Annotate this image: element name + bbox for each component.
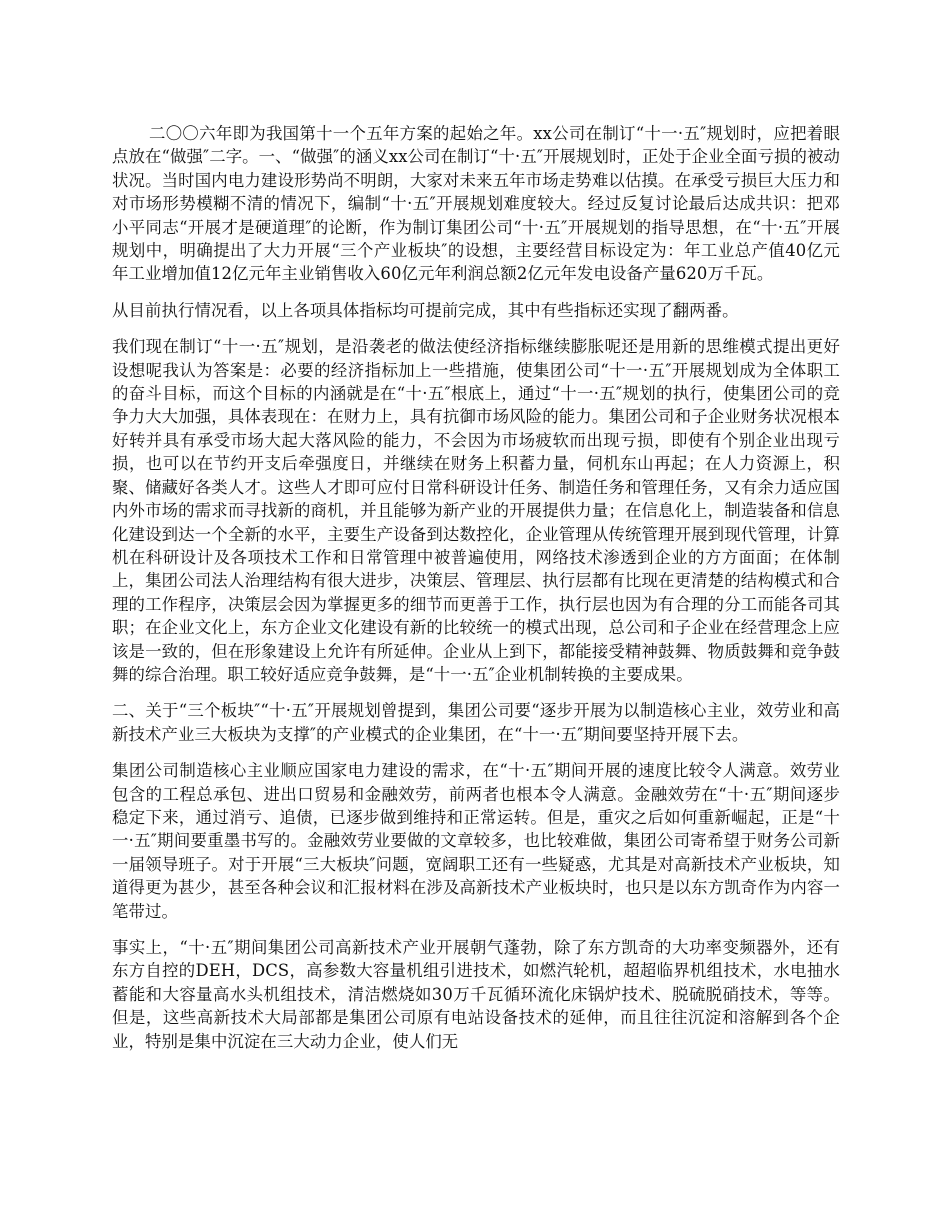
paragraph-core-business: 集团公司制造核心主业顺应国家电力建设的需求，在“十·五″期间开展的速度比较令人满意。效劳业包含的工程总承包、进出口贸易和金融效劳，前两者也根本令人满意。金融效劳在“十·五″期间逐步稳定下来，通过消亏、追债，已逐步做到维持和正常运转。但是，重灾之后如何重新崛起，正是“十一·五″期间要重墨书写的。金融效劳业要做的文章较多，也比较难做，集团公司寄希望于财务公司新一届领导班子。对于开展“三大板块″问题，宽阔职工还有一些疑惑，尤其是对高新技术产业板块，知道得更为甚少，甚至各种会议和汇报材料在涉及高新技术产业板块时，也只是以东方凯奇作为内容一笔带过。 <box>112 761 840 921</box>
paragraph-three-sectors: 二、关于“三个板块″“十·五″开展规划曾提到，集团公司要“逐步开展为以制造核心主业，效劳业和高新技术产业三大板块为支撑″的产业模式的企业集团，在“十一·五″期间要坚持开展下去。 <box>112 701 840 744</box>
paragraph-competitiveness: 我们现在制订“十一·五″规划，是沿袭老的做法使经济指标继续膨胀呢还是用新的思维模式提出更好设想呢我认为答案是：必要的经济指标加上一些措施，使集团公司“十一·五″开展规划成为全体职工的奋斗目标，而这个目标的内涵就是在“十·五″根底上，通过“十一·五″规划的执行，使集团公司的竞争力大大加强，具体表现在：在财力上，具有抗御市场风险的能力。集团公司和子企业财务状况根本好转并具有承受市场大起大落风险的能力，不会因为市场疲软而出现亏损，即使有个别企业出现亏损，也可以在节约开支后牵强度日，并继续在财务上积蓄力量，伺机东山再起；在人力资源上，积聚、储藏好各类人才。这些人才即可应付日常科研设计任务、制造任务和管理任务，又有余力适应国内外市场的需求而寻找新的商机，并且能够为新产业的开展提供力量；在信息化上，制造装备和信息化建设到达一个全新的水平，主要生产设备到达数控化，企业管理从传统管理开展到现代管理，计算机在科研设计及各项技术工作和日常管理中被普遍使用，网络技术渗透到企业的方方面面；在体制上，集团公司法人治理结构有很大进步，决策层、管理层、执行层都有比现在更清楚的结构模式和合理的工作程序，决策层会因为掌握更多的细节而更善于工作，执行层也因为有合理的分工而能各司其职；在企业文化上，东方企业文化建设有新的比较统一的模式出现，总公司和子企业在经营理念上应该是一致的，但在形象建设上允许有所延伸。企业从上到下，都能接受精神鼓舞、物质鼓舞和竞争鼓舞的综合治理。职工较好适应竞争鼓舞，是“十一·五″企业机制转换的主要成果。 <box>112 337 840 684</box>
paragraph-progress: 从目前执行情况看，以上各项具体指标均可提前完成，其中有些指标还实现了翻两番。 <box>112 300 739 320</box>
document-page <box>112 122 840 1066</box>
paragraph-intro: 二〇〇六年即为我国第十一个五年方案的起始之年。xx公司在制订“十一·五″规划时，应把着眼点放在“做强″二字。一、“做强″的涵义xx公司在制订“十·五″开展规划时，正处于企业全面亏损的被动状况。当时国内电力建设形势尚不明朗，大家对未来五年市场走势难以估摸。在承受亏损巨大压力和对市场形势模糊不清的情况下，编制“十·五″开展规划难度较大。经过反复讨论最后达成共识：把邓小平同志“开展才是硬道理″的论断，作为制订集团公司“十·五″开展规划的指导思想，在“十·五″开展规划中，明确提出了大力开展“三个产业板块″的设想，主要经营目标设定为：年工业总产值40亿元年工业增加值12亿元年主业销售收入60亿元年利润总额2亿元年发电设备产量620万千瓦。 <box>112 124 840 284</box>
paragraph-high-tech: 事实上，“十·五″期间集团公司高新技术产业开展朝气蓬勃，除了东方凯奇的大功率变频器外，还有东方自控的DEH，DCS，高参数大容量机组引进技术，如燃汽轮机，超超临界机组技术，水电抽水蓄能和大容量高水头机组技术，清洁燃烧如30万千瓦循环流化床锅炉技术、脱硫脱硝技术，等等。但是，这些高新技术大局部都是集团公司原有电站设备技术的延伸，而且往往沉淀和溶解到各个企业，特别是集中沉淀在三大动力企业，使人们无 <box>112 938 840 1051</box>
